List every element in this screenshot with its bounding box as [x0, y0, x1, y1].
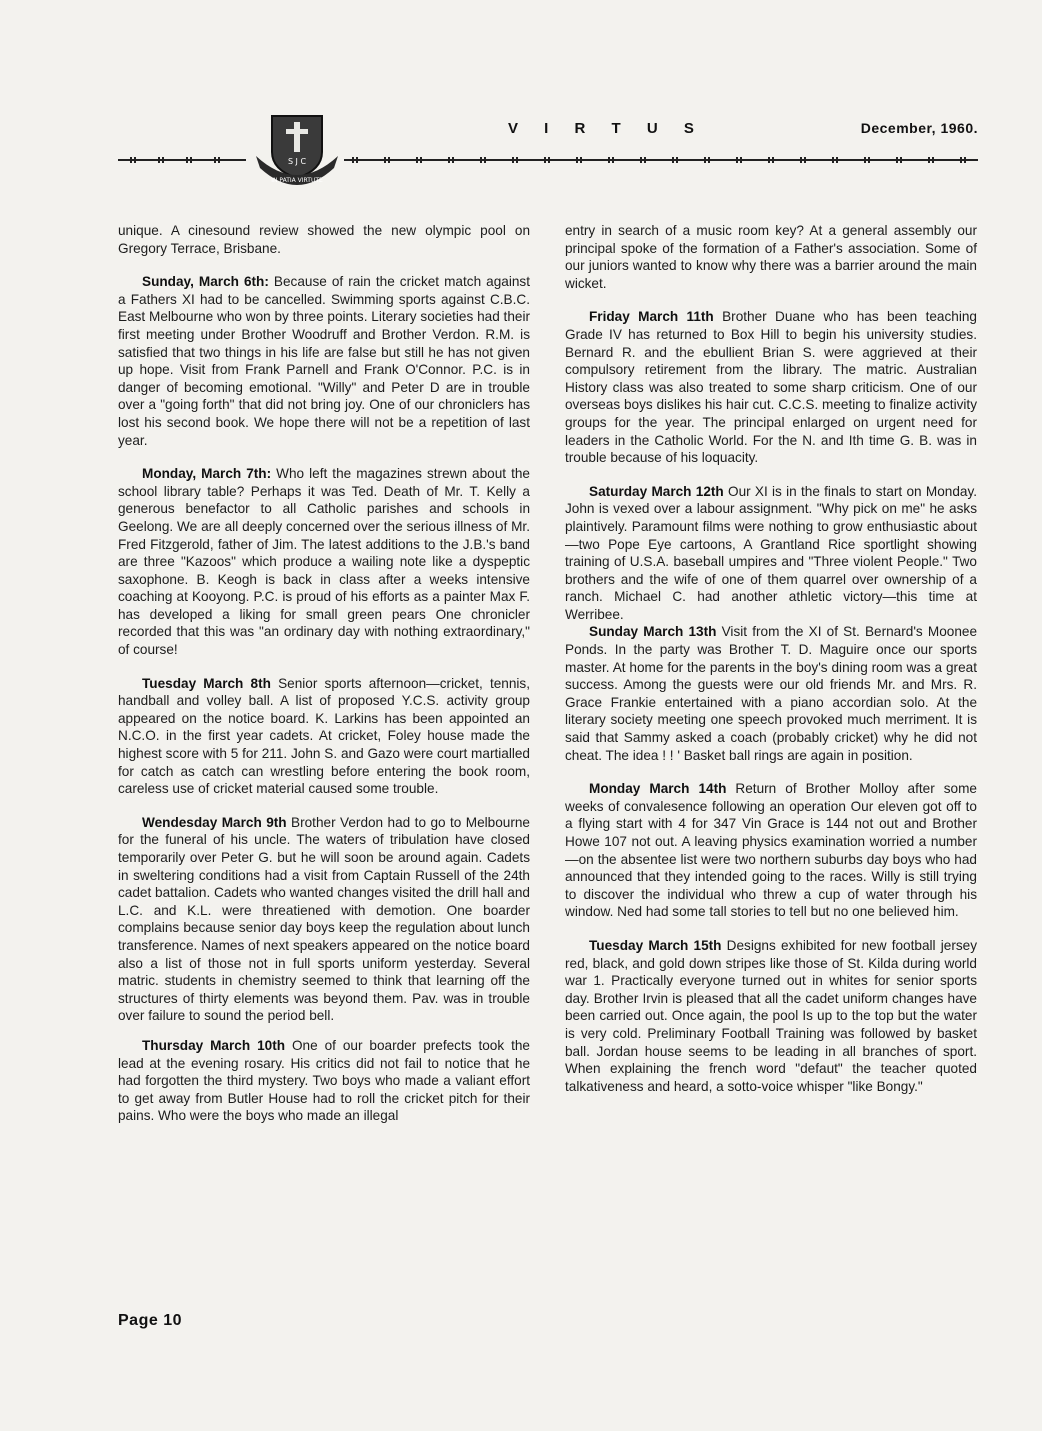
entry-text: Visit from the XI of St. Bernard's Moonee Ponds. In the party was Brother T. D. Maguire once our sports master. At home for the parents in the boy's dining room was a great success. Among the guests were our old friends Mr. and Mrs. R. Grace Frankie entertained with a piano accordian solo. At the literary society meeting one speech provoked much merriment. It is said that Sammy asked a coach (probably cricket) why he did not cheat. The idea ! ! ' Basket ball rings are again in position.: [565, 624, 978, 763]
entry-text: Who left the magazines strewn about the school library table? Perhaps it was Ted. Death of Mr. T. Kelly a generous benefactor to all Catholic parishes and schools in Geelong. We are all deeply concerned over the serious illness of Mr. Fred Fitzgerold, father of Jim. The latest additions to the J.B.'s band are three "Kazoos" which produce a wailing note like a dyspeptic saxophone. B. Keogh is back in class after a weeks intensive coaching at Kooyong. P.C. is proud of his efforts as a painter Max F. has developed a liking for small green pears One chronicler recorded that this was "an ordinary day with nothing extraordinary," of course!: [118, 466, 530, 658]
entry-date: Tuesday March 15th: [589, 937, 722, 953]
entry-text: Because of rain the cricket match against a Fathers XI had to be cancelled. Swimming sports against C.B.C. East Melbourne who won by three points. Literary societies had their first meeting under Brother Woodruff and Brother Verdon. R.M. is satisfied that two things in his life are false but still he has not given up hope. Visit from Frank Parnell and Frank O'Connor. P.C. is in danger of becoming emotional. "Willy" and Peter D are in trouble over a "going forth" that did not bring joy. One of our chroniclers has lost his second book. We hope there will not be a repetition of last year.: [118, 274, 530, 448]
right-column: [565, 222, 977, 1095]
diary-entry: [118, 675, 530, 798]
entry-text: Senior sports afternoon—cricket, tennis, handball and volley ball. A list of proposed Y.C.S. activity group appeared on the notice board. K. Larkins has been appointed an N.C.O. in the first year cadets. At cricket, Foley house made the highest score with 5 for 211. John S. and Gazo were court martialled for catch as catch can wrestling before entering the book room, careless use of cricket material caused some trouble.: [118, 675, 531, 797]
diary-entry: [565, 308, 977, 466]
entry-date: Thursday March 10th: [142, 1037, 286, 1053]
magazine-title: V I R T U S: [508, 120, 705, 137]
paragraph: [565, 222, 977, 292]
diary-entry: [118, 814, 530, 1025]
entry-text: One of our boarder prefects took the lead at the evening rosary. His critics did not fail to notice that he had forgotten the third mystery. Two boys who made a valiant effort to get away from Butler House had to roll the cricket pitch for their pains. Who were the boys who made an illegal: [118, 1037, 530, 1124]
diary-entry: [118, 1037, 530, 1125]
diary-entry: [565, 937, 977, 1095]
page-header: [118, 110, 978, 190]
entry-date: Sunday, March 6th:: [142, 274, 269, 290]
entry-date: Sunday March 13th: [589, 624, 717, 640]
entry-text: Brother Verdon had to go to Melbourne for the funeral of his uncle. The waters of tribulation have closed temporarily over Peter G. but he will soon be around again. Cadets in sweltering conditions had a visit from Captain Russell of the 24th cadet battalion. Cadets who wanted changes visited the drill hall and L.C. and K.L. were threatiened with demotion. One boarder complains because senior day boys keep the regulation about lunch transference. Names of next speakers appeared on the notice board also a list of those not in full sports uniform yesterday. Several matric. students in chemistry seemed to think that learning off the structures of thirty elements was beyond them. Pav. was in trouble over failure to sound the period bell.: [118, 814, 530, 1024]
entry-text: Brother Duane who has been teaching Grade IV has returned to Box Hill to begin his university studies. Bernard R. and the ebullient Brian S. were aggrieved at their compulsory retirement from the library. The matric. Australian History class was also treated to some sharp criticism. One of our overseas boys dislikes his hair cut. C.C.S. meeting to finalize activity groups for the year. The principal enlarged on urgent need for leaders in the Catholic World. For the N. and Ith time G. B. was in trouble because of his loquacity.: [565, 309, 977, 466]
header-rule-right: [344, 156, 978, 164]
issue-date: December, 1960.: [860, 120, 978, 136]
paragraph-text: entry in search of a music room key? At a general assembly our principal spoke of the formation of a Father's association. Some of our juniors wanted to know why there was a barrier around the main wicket.: [565, 223, 977, 291]
paragraph-text: unique. A cinesound review showed the new olympic pool on Gregory Terrace, Brisbane.: [118, 223, 530, 256]
entry-text: Return of Brother Molloy after some weeks of convalesence following an operation Our eleven got off to a flying start with 4 for 347 Vin Grace is 144 not out and Brother Howe 107 not out. A leaving physics examination worried a number —on the absentee list were two northern suburbs day boys who had announced that they intended going to the races. Willy is still trying to discover the individual who threw a cup of water through his window. Ned had some tall stories to tell but no one believed him.: [565, 781, 977, 920]
entry-date: Tuesday March 8th: [142, 675, 271, 691]
entry-text: Designs exhibited for new football jersey red, black, and gold down stripes like those of St. Kilda during world war 1. Practically everyone turned out in whites for senior sports day. Brother Irvin is pleased that all the cadet uniform changes have been carried out. Once again, the pool Is up to the top but the water is very cold. Preliminary Football Training was followed by basket ball. Jordan house seems to be leading in all branches of sport. When explaining the french word "defaut" the teacher quoted talkativeness and heard, a sotto-voice whisper "like Bongy.": [565, 937, 977, 1094]
diary-entry: [118, 465, 530, 659]
diary-entry: [565, 780, 977, 921]
entry-date: Wendesday March 9th: [142, 814, 287, 830]
entry-date: Saturday March 12th: [589, 483, 724, 499]
crest-initials: S J C: [287, 157, 307, 166]
paragraph: [118, 222, 530, 257]
entry-date: Friday March 11th: [589, 309, 714, 325]
page-number: Page 10: [118, 1312, 182, 1329]
diary-entry: [565, 623, 977, 764]
diary-entry: [118, 273, 530, 449]
school-crest-logo: [254, 112, 340, 190]
diary-entry: [565, 483, 977, 624]
left-column: [118, 222, 530, 1125]
header-rule-left: [118, 156, 246, 164]
crest-motto: IN PATIA VIRTUTE: [271, 177, 323, 184]
entry-date: Monday March 14th: [589, 781, 727, 797]
entry-date: Monday, March 7th:: [142, 466, 272, 482]
entry-text: Our XI is in the finals to start on Monday. John is vexed over a labour assignment. "Why pick on me" he asks plaintively. Paramount films were nothing to grow enthusiastic about—two Pope Eye cartoons, A Grantland Rice sportlight showing training of U.S.A. baseball umpires and "Three violent People." Two brothers and the wife of one of them quarrel over ownership of a ranch. Michael C. had another athletic victory—this time at Werribee.: [565, 483, 978, 622]
